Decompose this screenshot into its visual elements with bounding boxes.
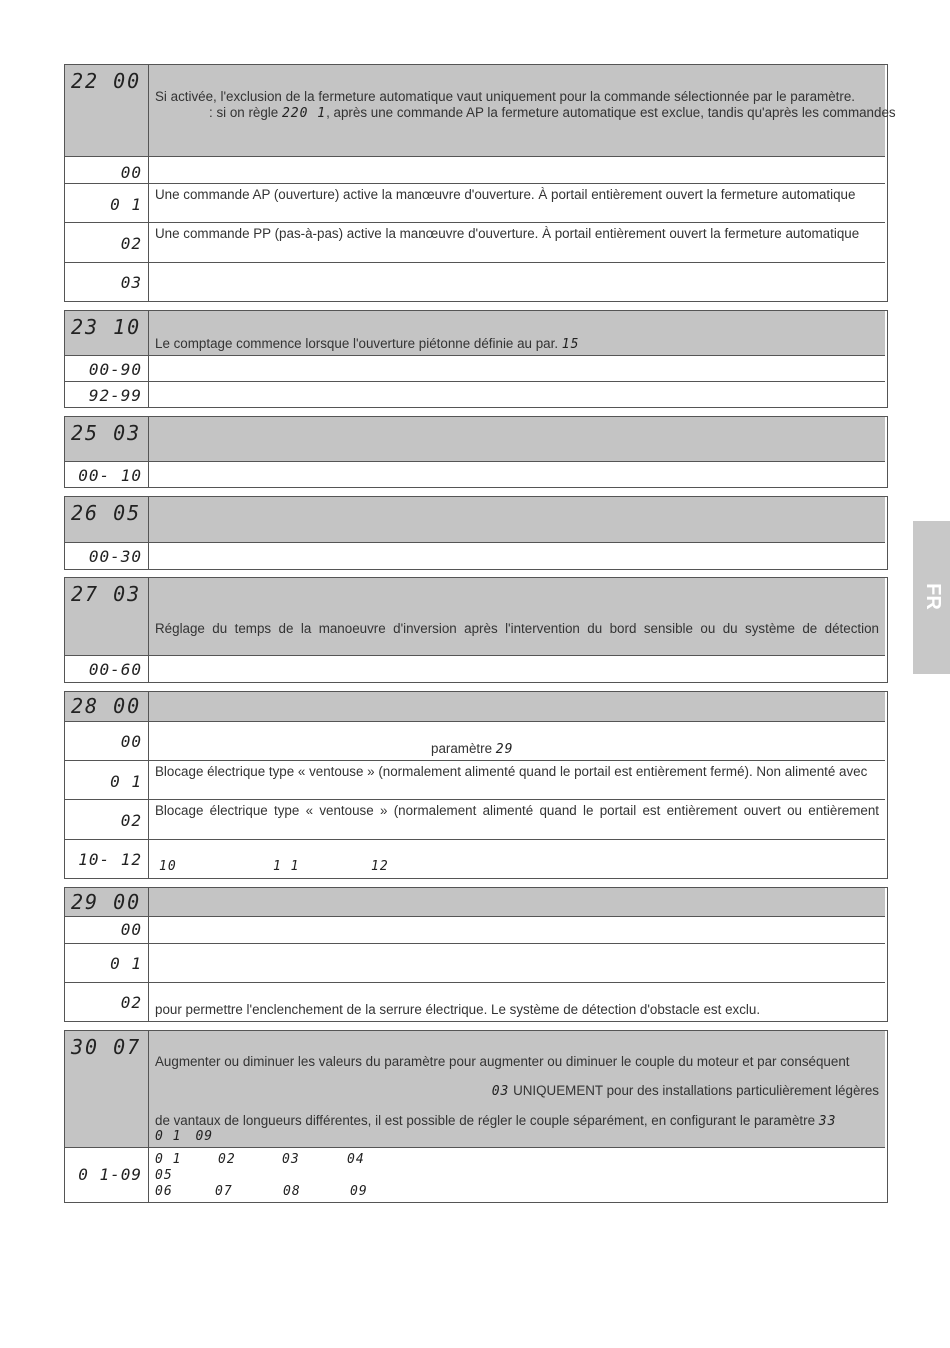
code-cell — [65, 1148, 149, 1202]
param-27-code: 27 03 — [71, 582, 142, 606]
param-25-code: 25 03 — [71, 421, 142, 445]
param-26-range-row — [65, 542, 885, 569]
param-22-code: 22 00 — [71, 69, 142, 93]
option-text: Une commande PP (pas-à-pas) active la manœuvre d'ouverture. À portail entièrement ouvert la fermeture automatique — [155, 226, 860, 241]
range-code: 00- 10 — [78, 466, 142, 485]
param-27-description: Réglage du temps de la manoeuvre d'inversion après l'intervention du bord sensible ou du système de détection — [155, 621, 879, 636]
param-22-option-01 — [65, 183, 885, 222]
torque-value-01: 0 1 — [155, 1152, 182, 1167]
range-code: 00-90 — [88, 360, 142, 379]
param-25-header — [65, 417, 885, 461]
option-code: 0 1 — [110, 195, 142, 214]
param-22-description — [155, 89, 896, 122]
range-code: 0 1-09 — [78, 1165, 142, 1184]
param-22-option-00 — [65, 156, 885, 183]
code-cell — [65, 888, 149, 916]
torque-value-02: 02 — [218, 1152, 236, 1167]
param-30-desc-line1: Augmenter ou diminuer les valeurs du paramètre pour augmenter ou diminuer le couple du moteur et par conséquent — [155, 1054, 850, 1069]
torque-value-06: 06 — [155, 1184, 173, 1199]
code-cell — [65, 656, 149, 682]
param-22-table — [64, 64, 896, 302]
param-22-desc-2b: , après une commande AP la fermeture automatique est exclue, tandis qu'après les commandes — [326, 105, 896, 120]
value-12: 12 — [371, 859, 389, 874]
param-26-header — [65, 497, 885, 542]
torque-value-09: 09 — [350, 1184, 368, 1199]
param-29-code: 29 00 — [71, 890, 142, 914]
code-cell — [65, 263, 149, 301]
param-28-option-00 — [65, 721, 885, 760]
param-22-option-03 — [65, 262, 885, 301]
option-code: 00 — [120, 732, 142, 751]
code-cell — [65, 800, 149, 839]
param-23-header — [65, 311, 885, 355]
param-30-header — [65, 1031, 885, 1147]
option-code: 0 1 — [110, 954, 142, 973]
param-23-desc-a: Le comptage commence lorsque l'ouverture piétonne définie au par. — [155, 336, 562, 351]
range-code: 92-99 — [88, 386, 142, 405]
code-cell — [65, 184, 149, 222]
param-28-table — [64, 691, 888, 879]
param-28-option-01 — [65, 760, 885, 799]
param-22-desc-2a: : si on règle — [209, 105, 282, 120]
param-30-desc-2: UNIQUEMENT pour des installations particulièrement légères — [509, 1083, 879, 1098]
language-tab-label: FR — [921, 583, 944, 610]
code-cell — [65, 157, 149, 183]
code-cell — [65, 840, 149, 878]
option-code: 02 — [120, 234, 142, 253]
code-cell — [65, 578, 149, 655]
param-22-code-cell — [65, 65, 149, 156]
option-code: 10- 12 — [78, 850, 142, 869]
param-30-desc-3code: 33 — [818, 1114, 837, 1129]
option-text-a: paramètre — [431, 741, 496, 756]
param-29-option-00 — [65, 916, 885, 943]
param-28-header — [65, 692, 885, 721]
param-30-code: 30 07 — [71, 1035, 142, 1059]
option-text — [431, 741, 879, 758]
range-code: 00-60 — [88, 660, 142, 679]
param-30-desc-line4 — [155, 1128, 879, 1145]
option-code: 03 — [120, 273, 142, 292]
param-29-option-02 — [65, 982, 885, 1021]
code-cell — [65, 761, 149, 799]
param-30-range-row — [65, 1147, 885, 1202]
param-30-table — [64, 1030, 888, 1203]
language-tab — [913, 521, 950, 674]
code-cell — [65, 497, 149, 542]
param-27-range-row — [65, 655, 885, 682]
option-code: 00 — [120, 920, 142, 939]
code-cell — [65, 543, 149, 569]
param-28-option-10-12 — [65, 839, 885, 878]
option-text-code: 29 — [495, 742, 514, 757]
option-text: pour permettre l'enclenchement de la serrure électrique. Le système de détection d'obstacle est exclu. — [155, 1002, 761, 1017]
code-cell — [65, 417, 149, 461]
param-28-option-02 — [65, 799, 885, 839]
torque-value-07: 07 — [215, 1184, 233, 1199]
torque-value-05: 05 — [155, 1168, 173, 1183]
code-cell — [65, 722, 149, 760]
code-cell — [65, 311, 149, 355]
param-26-code: 26 05 — [71, 501, 142, 525]
code-cell — [65, 462, 149, 487]
param-23-range-row — [65, 355, 885, 381]
code-cell — [65, 382, 149, 407]
param-25-range-row — [65, 461, 885, 487]
param-22-desc-2code: 220 1 — [281, 106, 327, 121]
param-22-option-02 — [65, 222, 885, 262]
value-11: 1 1 — [273, 859, 300, 874]
option-text: Une commande AP (ouverture) active la manœuvre d'ouverture. À portail entièrement ouvert la fermeture automatique — [155, 187, 856, 202]
param-30-desc-2code: 03 — [491, 1084, 510, 1099]
param-23-table — [64, 310, 888, 408]
param-26-table — [64, 496, 888, 570]
code-cell — [65, 356, 149, 381]
option-text: Blocage électrique type « ventouse » (normalement alimenté quand le portail est entièrement fermé). Non alimenté avec — [155, 764, 868, 779]
param-27-header — [65, 578, 885, 655]
torque-value-04: 04 — [347, 1152, 365, 1167]
param-22-desc-line2 — [155, 105, 896, 122]
param-29-header — [65, 888, 885, 916]
param-22-header — [65, 65, 896, 156]
param-30-desc-4a: 0 1 — [155, 1129, 182, 1144]
range-code: 00-30 — [88, 547, 142, 566]
param-25-table — [64, 416, 888, 488]
param-29-option-01 — [65, 943, 885, 982]
param-30-desc-line2 — [155, 1083, 879, 1100]
param-23-range-row — [65, 381, 885, 407]
torque-value-03: 03 — [282, 1152, 300, 1167]
code-cell — [65, 223, 149, 262]
option-code: 00 — [120, 163, 142, 182]
param-30-desc-3: de vantaux de longueurs différentes, il est possible de régler le couple séparément, en configurant le paramètre — [155, 1113, 819, 1128]
code-cell — [65, 917, 149, 943]
option-text: Blocage électrique type « ventouse » (normalement alimenté quand le portail est entièrement ouvert ou entièrement — [155, 803, 879, 818]
param-30-desc-4b: 09 — [195, 1129, 214, 1144]
value-10: 10 — [159, 859, 177, 874]
param-23-description — [155, 336, 879, 353]
option-code: 02 — [120, 993, 142, 1012]
torque-value-08: 08 — [283, 1184, 301, 1199]
code-cell — [65, 983, 149, 1021]
code-cell — [65, 1031, 149, 1147]
option-code: 02 — [120, 811, 142, 830]
param-27-table — [64, 577, 888, 683]
option-code: 0 1 — [110, 772, 142, 791]
code-cell — [65, 944, 149, 982]
code-cell — [65, 692, 149, 721]
param-28-code: 28 00 — [71, 694, 142, 718]
param-29-table — [64, 887, 888, 1022]
param-22-desc-line1: Si activée, l'exclusion de la fermeture automatique vaut uniquement pour la commande sélectionnée par le paramètre. — [155, 89, 856, 104]
param-23-desc-code: 15 — [561, 337, 580, 352]
param-23-code: 23 10 — [71, 315, 142, 339]
